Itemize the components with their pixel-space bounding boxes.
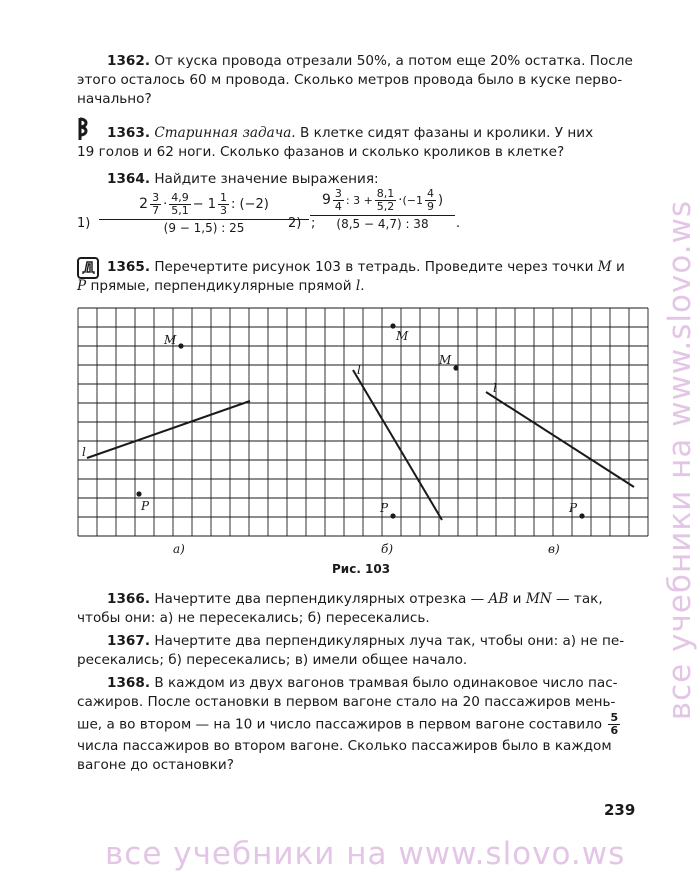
point-P-c (579, 513, 584, 518)
problem-1368: 1368. В каждом из двух вагонов трамвая было одинаковое число пас- сажиров. После остановки в первом вагоне стало на 20 пассажиров мень- ше, а во втором — на 10 и число пассажиров в первом вагоне составило $\frac{5}{6}$ числа пассажиров во втором вагоне. Сколько пассажиров было в каждом вагоне до остановки? (77, 675, 619, 773)
problem-1363: 1363. Старинная задача. В клетке сидят фазаны и кролики. У них 19 голов и 62 ноги. Сколько фазанов и сколько кроликов в клетке? (77, 125, 594, 160)
subfigure-b-label: б) (381, 542, 394, 556)
points (136, 323, 584, 518)
subfigure-c-label: в) (548, 542, 560, 556)
problem-1367: 1367. Начертите два перпендикулярных луча так, чтобы они: а) не пе- ресекались; б) пересекались; в) имели общее начало. (77, 633, 625, 668)
problem-1362: 1362. От куска провода отрезали 50%, а потом еще 20% остатка. После этого осталось 60 м провода. Сколько метров провода было в куске перво- начально? (77, 53, 633, 107)
label-M-b: M (396, 329, 409, 343)
problem-number: 1362. (107, 53, 150, 69)
line-l-b (353, 370, 442, 520)
label-P-c: P (569, 501, 578, 515)
label-M-c: M (439, 353, 452, 367)
label-P-b: P (380, 501, 389, 515)
line-l-a (87, 401, 250, 458)
point-P-a (136, 491, 141, 496)
point-P-b (390, 513, 395, 518)
lines-l (87, 370, 634, 520)
problem-1366: 1366. Начертите два перпендикулярных отрезка — AB и MN — так, чтобы они: а) не пересекались; б) пересекались. (77, 591, 603, 626)
problem-1364: 1364. Найдите значение выражения: (107, 171, 379, 187)
watermark-vertical: все учебники на www.slovo.ws (662, 199, 698, 721)
problem-1365: 1365. Перечертите рисунок 103 в тетрадь. Проведите через точки M и P прямые, перпендикулярные прямой l. (77, 259, 625, 294)
page-number: 239 (604, 801, 636, 819)
point-M-a (178, 343, 183, 348)
label-M-a: M (164, 333, 177, 347)
point-M-c (453, 365, 458, 370)
point-M-b (390, 323, 395, 328)
figure-103-grid (72, 304, 650, 544)
textbook-page: 1362. От куска провода отрезали 50%, а потом еще 20% остатка. После этого осталось 60 м провода. Сколько метров провода было в куске перво- начально? 1363. Старинная задача. В клетке сидят фазаны и кролики. У них 19 голов и 62 ноги. Сколько фазанов и сколько кроликов в клетке? 1364. Найдите значение выражения: 1) 2 $\frac{3}{7}$ · $\frac{4,9}{5,1}$ − 1 $\frac{1}{3}$ : (−2) (9 − 1,5) : 25 ; 2) 9 $\frac{3}{4}$ : 3 + $\frac{8,1}{5,2}$ ·(−1 $\frac{4}{9}$ ) (8,5 − 4,7) : 38 . 1365. Перечертите рисунок 103 в тетрадь. Проведите через точки M и P прямые, перпендикулярные прямой l. M P l M P l M P l а) б) в) Рис. 103 1366. Начертите два перпендикулярных отрезка — AB и MN — так, чтобы они: а) не пересекались; б) пересекались. 1367. Начертите два перпендикулярных луча так, чтобы они: а) не пе- ресекались; б) пересекались; в) имели общее начало. 1368. В каждом из двух вагонов трамвая было одинаковое число пас- сажиров. После остановки в первом вагоне стало на 20 пассажиров мень- ше, а во втором — на 10 и число пассажиров в первом вагоне составило $\frac{5}{6}$ числа пассажиров во втором вагоне. Сколько пассажиров было в каждом вагоне до остановки? 239 все учебники на www.slovo.ws все учебники на www.slovo.ws (0, 0, 700, 871)
label-l-c: l (493, 381, 497, 395)
line-l-c (486, 392, 634, 487)
figure-caption: Рис. 103 (332, 562, 391, 576)
subfigure-a-label: а) (173, 542, 185, 556)
label-l-b: l (357, 363, 361, 377)
label-l-a: l (82, 445, 86, 459)
watermark-bottom: все учебники на www.slovo.ws (105, 836, 626, 872)
label-P-a: P (141, 499, 150, 513)
